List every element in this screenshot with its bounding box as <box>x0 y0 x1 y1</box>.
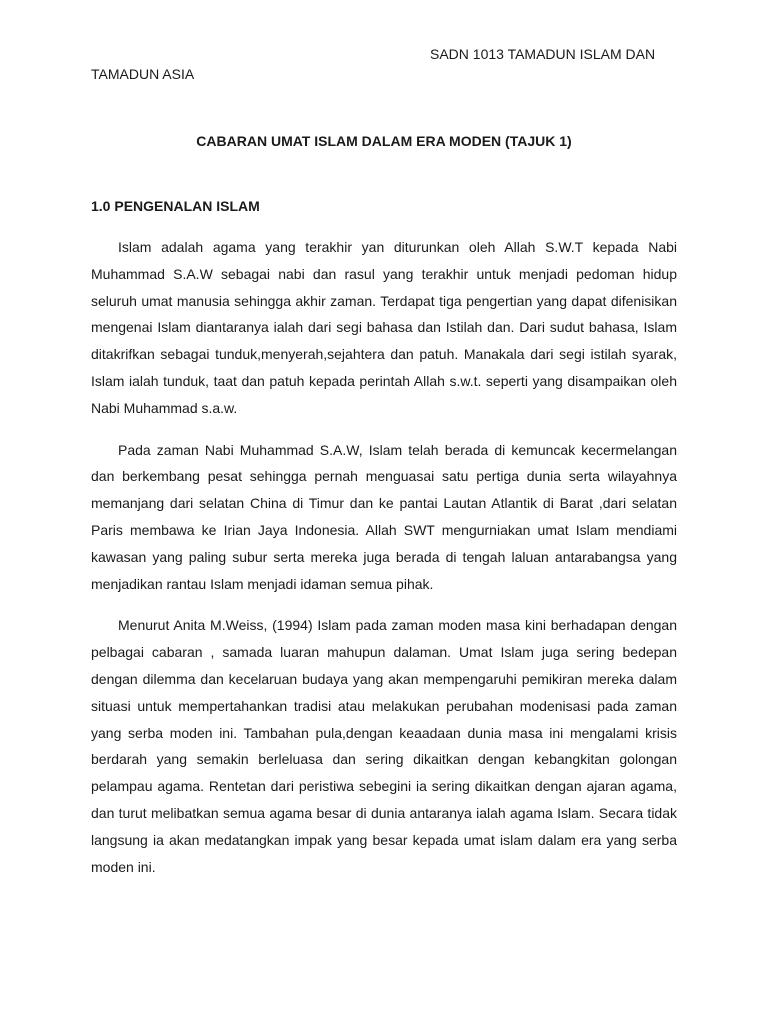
paragraph-2: Pada zaman Nabi Muhammad S.A.W, Islam telah berada di kemuncak kecermelangan dan berkembang pesat sehingga pernah menguasai satu pertiga dunia serta wilayahnya memanjang dari selatan China di Timur dan ke pantai Lautan Atlantik di Barat ,dari selatan Paris membawa ke Irian Jaya Indonesia. Allah SWT mengurniakan umat Islam mendiami kawasan yang paling subur serta mereka juga berada di tengah laluan antarabangsa yang menjadikan rantau Islam menjadi idaman semua pihak. <box>91 441 677 592</box>
header-course-name: TAMADUN ASIA <box>91 66 195 82</box>
document-title: CABARAN UMAT ISLAM DALAM ERA MODEN (TAJUK 1) <box>196 133 572 149</box>
paragraph-1: Islam adalah agama yang terakhir yan diturunkan oleh Allah S.W.T kepada Nabi Muhammad S.A.W sebagai nabi dan rasul yang terakhir untuk menjadi pedoman hidup seluruh umat manusia sehingga akhir zaman. Terdapat tiga pengertian yang dapat difenisikan mengenai Islam diantaranya ialah dari segi bahasa dan Istilah dan. Dari sudut bahasa, Islam ditakrifkan sebagai tunduk,menyerah,sejahtera dan patuh. Manakala dari segi istilah syarak, Islam ialah tunduk, taat dan patuh kepada perintah Allah s.w.t. seperti yang disampaikan oleh Nabi Muhammad s.a.w. <box>91 239 677 416</box>
paragraph-3: Menurut Anita M.Weiss, (1994) Islam pada zaman moden masa kini berhadapan dengan pelbagai cabaran , samada luaran mahupun dalaman. Umat Islam juga sering bedepan dengan dilemma dan kecelaruan budaya yang akan mempengaruhi pemikiran mereka dalam situasi untuk mempertahankan tradisi atau melakukan perubahan modenisasi pada zaman yang serba moden ini. Tambahan pula,dengan keaadaan dunia masa ini mengalami krisis berdarah yang semakin berleluasa dan sering dikaitkan dengan kebangkitan golongan pelampau agama. Rentetan dari peristiwa sebegini ia sering dikaitkan dengan ajaran agama, dan turut melibatkan semua agama besar di dunia antaranya ialah agama Islam. Secara tidak langsung ia akan medatangkan impak yang besar kepada umat islam dalam era yang serba moden ini. <box>91 617 677 875</box>
body-text <box>91 234 677 895</box>
header-course-code: SADN 1013 TAMADUN ISLAM DAN <box>430 46 656 62</box>
section-heading: 1.0 PENGENALAN ISLAM <box>91 198 260 214</box>
